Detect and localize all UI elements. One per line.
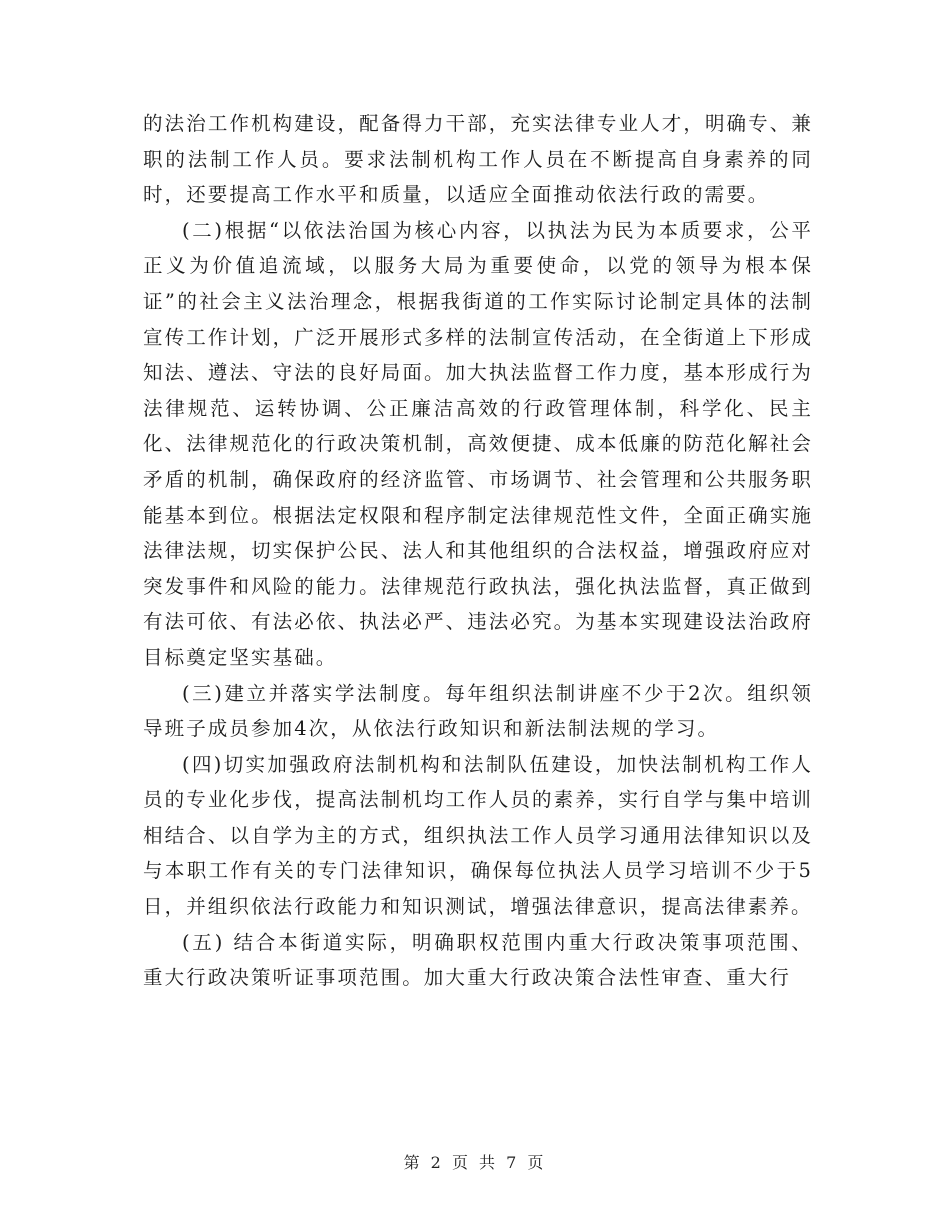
paragraph-section-5: (五) 结合本街道实际，明确职权范围内重大行政决策事项范围、重大行政决策听证事项范围。加大重大行政决策合法性审查、重大行 [143,930,813,990]
document-body [143,106,813,996]
page-number-label: 第 2 页 共 7 页 [403,1153,547,1172]
paragraph-section-3: (三)建立并落实学法制度。每年组织法制讲座不少于2次。组织领导班子成员参加4次，从依法行政知识和新法制法规的学习。 [143,681,813,741]
paragraph-section-4: (四)切实加强政府法制机构和法制队伍建设，加快法制机构工作人员的专业化步伐，提高法制机均工作人员的素养，实行自学与集中培训相结合、以自学为主的方式，组织执法工作人员学习通用法律知识以及与本职工作有关的专门法律知识，确保每位执法人员学习培训不少于5日，并组织依法行政能力和知识测试，增强法律意识，提高法律素养。 [143,752,813,919]
page-footer [0,1150,950,1173]
paragraph-section-2: (二)根据“以依法治国为核心内容，以执法为民为本质要求，公平正义为价值追流域，以服务大局为重要使命，以党的领导为根本保证”的社会主义法治理念，根据我街道的工作实际讨论制定具体的法制宣传工作计划，广泛开展形式多样的法制宣传活动，在全街道上下形成知法、遵法、守法的良好局面。加大执法监督工作力度，基本形成行为法律规范、运转协调、公正廉洁高效的行政管理体制，科学化、民主化、法律规范化的行政决策机制，高效便捷、成本低廉的防范化解社会矛盾的机制，确保政府的经济监管、市场调节、社会管理和公共服务职能基本到位。根据法定权限和程序制定法律规范性文件，全面正确实施法律法规，切实保护公民、法人和其他组织的合法权益，增强政府应对突发事件和风险的能力。法律规范行政执法，强化执法监督，真正做到有法可依、有法必依、执法必严、违法必究。为基本实现建设法治政府目标奠定坚实基础。 [143,218,813,669]
paragraph-continued: 的法治工作机构建设，配备得力干部，充实法律专业人才，明确专、兼职的法制工作人员。要求法制机构工作人员在不断提高自身素养的同时，还要提高工作水平和质量，以适应全面推动依法行政的需要。 [143,112,813,207]
